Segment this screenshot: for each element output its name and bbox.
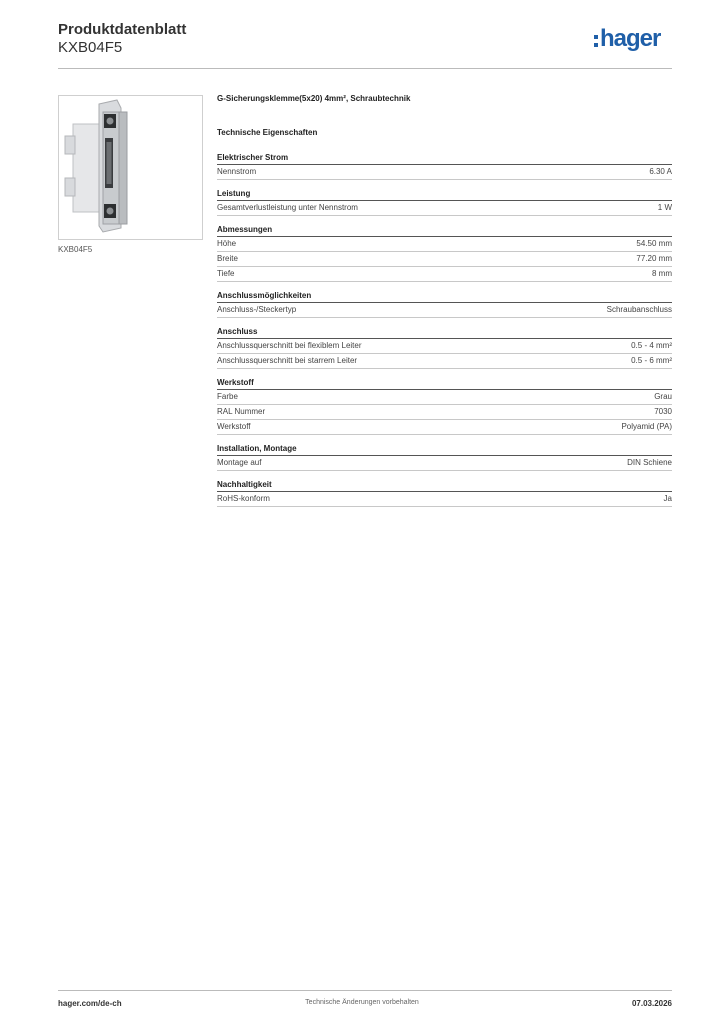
spec-row xyxy=(217,237,672,252)
spec-row xyxy=(217,492,672,507)
footer-website: hager.com/de-ch xyxy=(58,999,122,1008)
spec-label: Nennstrom xyxy=(217,167,257,176)
terminal-block-image xyxy=(59,96,202,239)
spec-row xyxy=(217,201,672,216)
spec-label: Höhe xyxy=(217,239,237,248)
spec-row xyxy=(217,420,672,435)
spec-group-title: Anschlussmöglichkeiten xyxy=(217,290,672,303)
spec-label: Montage auf xyxy=(217,458,262,467)
spec-value: Grau xyxy=(654,392,672,401)
spec-label: Werkstoff xyxy=(217,422,251,431)
spec-row xyxy=(217,303,672,318)
spec-value: 1 W xyxy=(657,203,672,212)
spec-label: Tiefe xyxy=(217,269,235,278)
spec-row xyxy=(217,354,672,369)
spec-label: Anschlussquerschnitt bei flexiblem Leiter xyxy=(217,341,362,350)
spec-value: DIN Schiene xyxy=(627,458,672,467)
spec-label: Anschluss-/Steckertyp xyxy=(217,305,297,314)
product-image xyxy=(58,95,203,240)
spec-label: Gesamtverlustleistung unter Nennstrom xyxy=(217,203,358,212)
spec-group xyxy=(217,479,672,507)
header-divider xyxy=(58,68,672,69)
spec-group-title: Nachhaltigkeit xyxy=(217,479,672,492)
spec-content xyxy=(217,94,672,515)
spec-group-title: Leistung xyxy=(217,188,672,201)
spec-label: Farbe xyxy=(217,392,238,401)
footer-date: 07.03.2026 xyxy=(631,999,672,1008)
document-title: Produktdatenblatt xyxy=(58,21,187,38)
spec-group xyxy=(217,224,672,282)
spec-group-title: Installation, Montage xyxy=(217,443,672,456)
spec-group-title: Werkstoff xyxy=(217,377,672,390)
spec-label: Breite xyxy=(217,254,238,263)
spec-row xyxy=(217,405,672,420)
spec-value: Schraubanschluss xyxy=(606,305,672,314)
spec-value: 7030 xyxy=(654,407,672,416)
spec-groups xyxy=(217,152,672,507)
spec-value: 77.20 mm xyxy=(636,254,672,263)
spec-row xyxy=(217,252,672,267)
spec-group-title: Anschluss xyxy=(217,326,672,339)
spec-group-title: Abmessungen xyxy=(217,224,672,237)
product-description: G-Sicherungsklemme(5x20) 4mm², Schraubtechnik xyxy=(217,94,411,103)
spec-label: RoHS-konform xyxy=(217,494,270,503)
spec-row xyxy=(217,267,672,282)
spec-value: 8 mm xyxy=(652,269,672,278)
spec-group xyxy=(217,152,672,180)
spec-row xyxy=(217,456,672,471)
spec-value: 0.5 - 6 mm² xyxy=(631,356,672,365)
spec-row xyxy=(217,165,672,180)
image-caption: KXB04F5 xyxy=(58,245,93,254)
spec-row xyxy=(217,390,672,405)
logo-text: hager xyxy=(600,25,661,52)
article-number: KXB04F5 xyxy=(58,39,123,56)
spec-group-title: Elektrischer Strom xyxy=(217,152,672,165)
logo-dots-icon xyxy=(594,35,599,51)
spec-label: Anschlussquerschnitt bei starrem Leiter xyxy=(217,356,358,365)
spec-group xyxy=(217,326,672,369)
spec-value: 54.50 mm xyxy=(636,239,672,248)
spec-label: RAL Nummer xyxy=(217,407,266,416)
section-heading: Technische Eigenschaften xyxy=(217,128,318,137)
spec-row xyxy=(217,339,672,354)
spec-group xyxy=(217,377,672,435)
footer-divider xyxy=(58,990,672,991)
spec-group xyxy=(217,443,672,471)
spec-value: 6.30 A xyxy=(649,167,672,176)
spec-value: Polyamid (PA) xyxy=(621,422,672,431)
spec-group xyxy=(217,290,672,318)
spec-value: 0.5 - 4 mm² xyxy=(631,341,672,350)
spec-value: Ja xyxy=(663,494,672,503)
footer-disclaimer: Technische Änderungen vorbehalten xyxy=(305,999,419,1006)
spec-group xyxy=(217,188,672,216)
